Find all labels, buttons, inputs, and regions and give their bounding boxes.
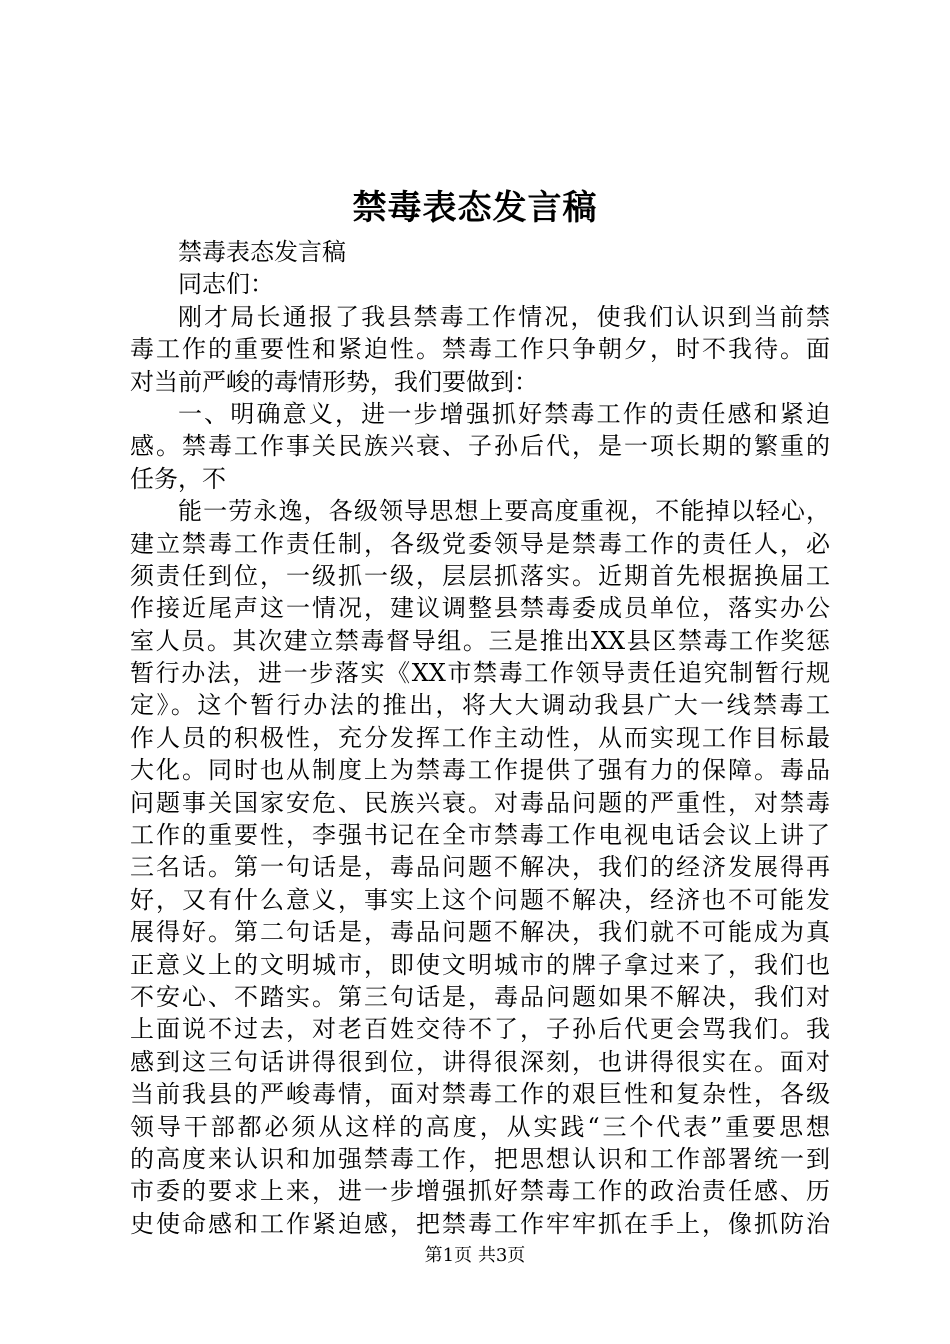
body-line: 建立禁毒工作责任制，各级党委领导是禁毒工作的责任人，必 xyxy=(130,529,830,558)
body-line: 问题事关国家安危、民族兴衰。对毒品问题的严重性，对禁毒 xyxy=(130,788,830,817)
body-line: 的高度来认识和加强禁毒工作，把思想认识和工作部署统一到 xyxy=(130,1144,830,1173)
body-line: 大化。同时也从制度上为禁毒工作提供了强有力的保障。毒品 xyxy=(130,756,830,785)
body-line: 禁毒表态发言稿 xyxy=(178,238,346,266)
body-line: 同志们： xyxy=(178,270,274,299)
body-line: 不安心、不踏实。第三句话是，毒品问题如果不解决，我们对 xyxy=(130,982,830,1011)
body-line: 展得好。第二句话是，毒品问题不解决，我们就不可能成为真 xyxy=(130,918,830,947)
document-title: 禁毒表态发言稿 xyxy=(352,188,598,228)
body-line: 领导干部都必须从这样的高度，从实践“三个代表”重要思想 xyxy=(130,1112,830,1141)
body-line: 工作的重要性，李强书记在全市禁毒工作电视电话会议上讲了 xyxy=(130,821,830,850)
body-line: 正意义上的文明城市，即使文明城市的牌子拿过来了，我们也 xyxy=(130,950,830,979)
body-line: 当前我县的严峻毒情，面对禁毒工作的艰巨性和复杂性，各级 xyxy=(130,1080,830,1109)
body-line: 市委的要求上来，进一步增强抓好禁毒工作的政治责任感、历 xyxy=(130,1177,830,1206)
document-body xyxy=(130,236,830,1240)
body-line: 作接近尾声这一情况，建议调整县禁毒委成员单位，落实办公 xyxy=(130,594,830,623)
body-line: 毒工作的重要性和紧迫性。禁毒工作只争朝夕，时不我待。面 xyxy=(130,335,830,364)
body-line: 作人员的积极性，充分发挥工作主动性，从而实现工作目标最 xyxy=(130,723,830,752)
body-line: 须责任到位，一级抓一级，层层抓落实。近期首先根据换届工 xyxy=(130,561,830,590)
body-line: 上面说不过去，对老百姓交待不了，子孙后代更会骂我们。我 xyxy=(130,1015,830,1044)
body-line: 室人员。其次建立禁毒督导组。三是推出XX县区禁毒工作奖惩 xyxy=(130,626,830,655)
body-line: 三名话。第一句话是，毒品问题不解决，我们的经济发展得再 xyxy=(130,853,830,882)
body-line: 定》。这个暂行办法的推出，将大大调动我县广大一线禁毒工 xyxy=(130,691,830,720)
body-line: 感。禁毒工作事关民族兴衰、子孙后代，是一项长期的繁重的 xyxy=(130,432,830,461)
body-line: 暂行办法，进一步落实《XX市禁毒工作领导责任追究制暂行规 xyxy=(130,659,830,688)
body-line: 刚才局长通报了我县禁毒工作情况，使我们认识到当前禁 xyxy=(178,302,830,331)
body-line: 一、明确意义，进一步增强抓好禁毒工作的责任感和紧迫 xyxy=(178,399,830,428)
body-line: 能一劳永逸，各级领导思想上要高度重视，不能掉以轻心， xyxy=(178,497,830,526)
body-line: 对当前严峻的毒情形势，我们要做到： xyxy=(130,367,538,396)
body-line: 任务，不 xyxy=(130,464,226,493)
body-line: 史使命感和工作紧迫感，把禁毒工作牢牢抓在手上，像抓防治 xyxy=(130,1209,830,1238)
page-footer: 第1页 共3页 xyxy=(424,1245,526,1266)
body-line: 好，又有什么意义，事实上这个问题不解决，经济也不可能发 xyxy=(130,885,830,914)
body-line: 感到这三句话讲得很到位，讲得很深刻，也讲得很实在。面对 xyxy=(130,1047,830,1076)
